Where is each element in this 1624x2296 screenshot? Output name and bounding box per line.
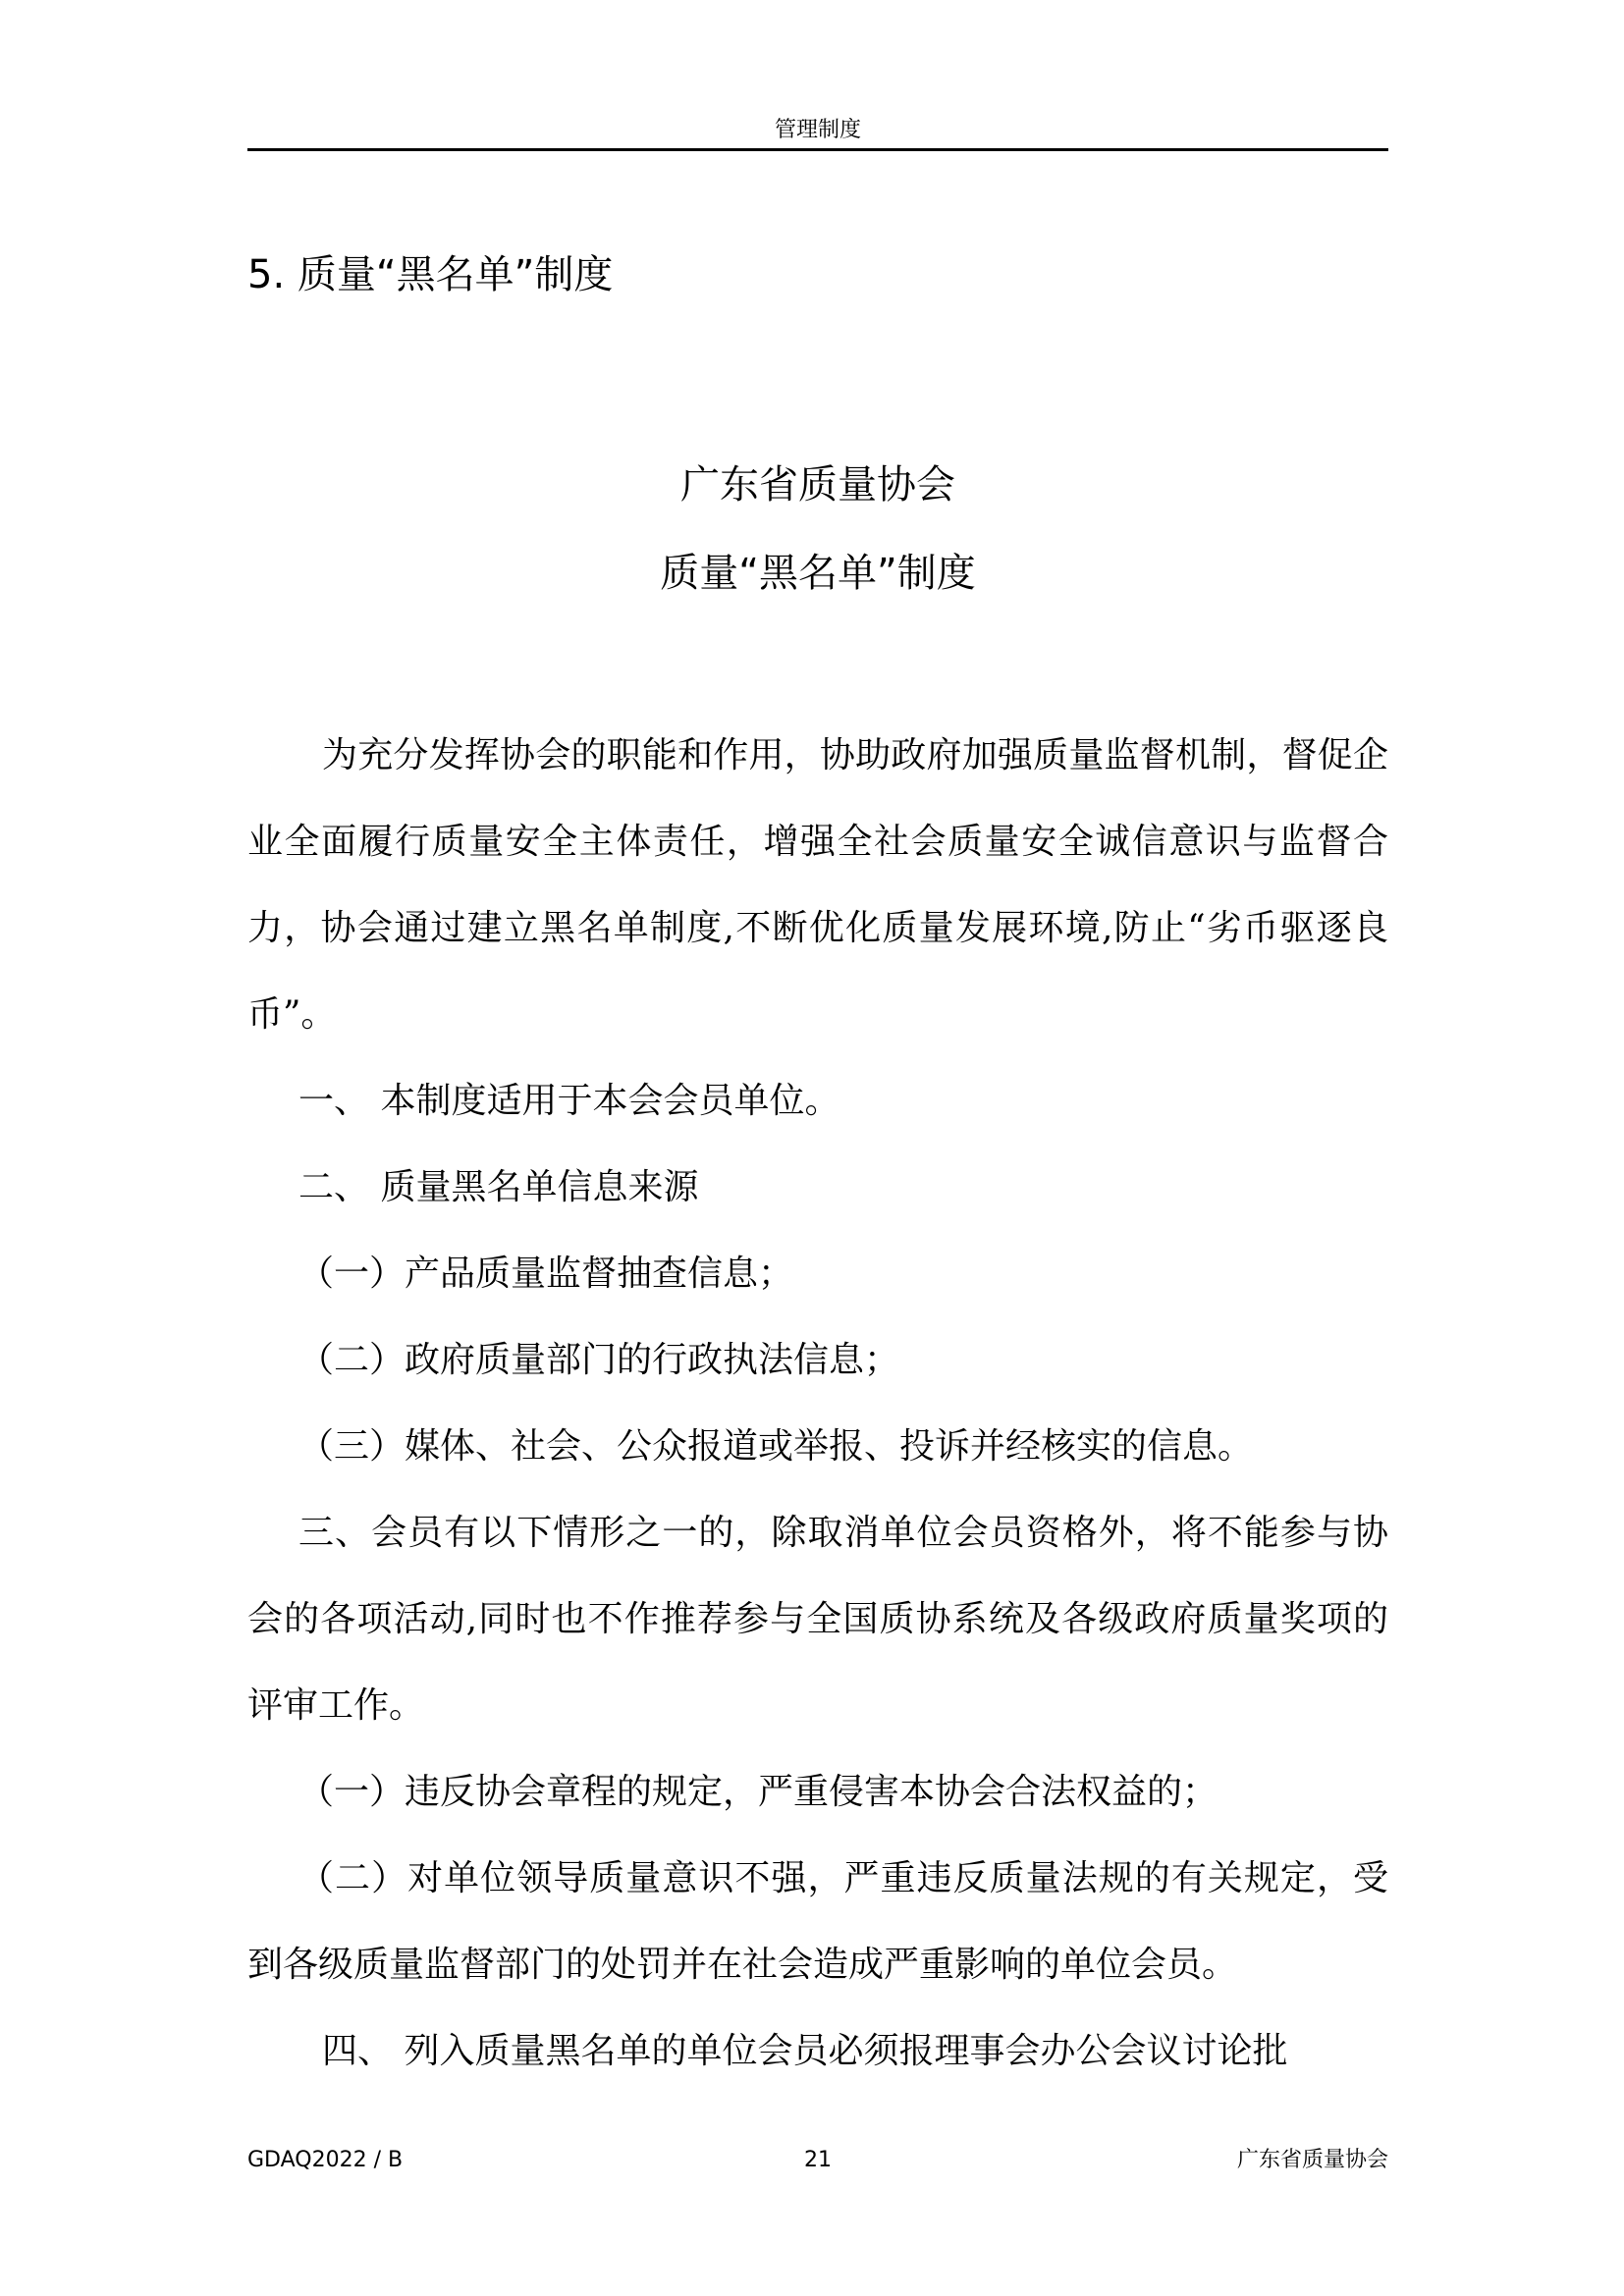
clause-3-sub-2: （二）对单位领导质量意识不强，严重违反质量法规的有关规定，受到各级质量监督部门的处罚并在社会造成严重影响的单位会员。: [247, 1858, 1388, 1985]
page-header-title: 管理制度: [774, 118, 861, 142]
clause-4: 四、 列入质量黑名单的单位会员必须报理事会办公会议讨论批: [322, 2031, 1288, 2071]
document-body: [247, 713, 1388, 2095]
intro-paragraph: 为充分发挥协会的职能和作用，协助政府加强质量监督机制，督促企业全面履行质量安全主体责任，增强全社会质量安全诚信意识与监督合力，协会通过建立黑名单制度,不断优化质量发展环境,防止“劣币驱逐良币”。: [247, 735, 1388, 1035]
clause-2-sub-2: （二）政府质量部门的行政执法信息；: [298, 1340, 900, 1380]
clause-3-sub-1: （一）违反协会章程的规定，严重侵害本协会合法权益的；: [298, 1772, 1218, 1812]
clause-1: 一、 本制度适用于本会会员单位。: [298, 1081, 840, 1121]
clause-2: 二、 质量黑名单信息来源: [298, 1167, 699, 1207]
section-heading: 5. 质量“黑名单”制度: [247, 252, 614, 297]
header-divider: [247, 148, 1388, 151]
footer-page-number: 21: [804, 2148, 832, 2172]
clause-2-sub-1: （一）产品质量监督抽查信息；: [298, 1254, 794, 1294]
footer-organization: 广东省质量协会: [1236, 2148, 1388, 2172]
document-title-organization: 广东省质量协会: [680, 462, 955, 507]
clause-3: 三、会员有以下情形之一的，除取消单位会员资格外，将不能参与协会的各项活动,同时也不作推荐参与全国质协系统及各级政府质量奖项的评审工作。: [247, 1513, 1388, 1726]
document-title-name: 质量“黑名单”制度: [660, 551, 976, 596]
footer-document-code: GDAQ2022 / B: [247, 2148, 404, 2172]
clause-2-sub-3: （三）媒体、社会、公众报道或举报、投诉并经核实的信息。: [298, 1426, 1254, 1467]
